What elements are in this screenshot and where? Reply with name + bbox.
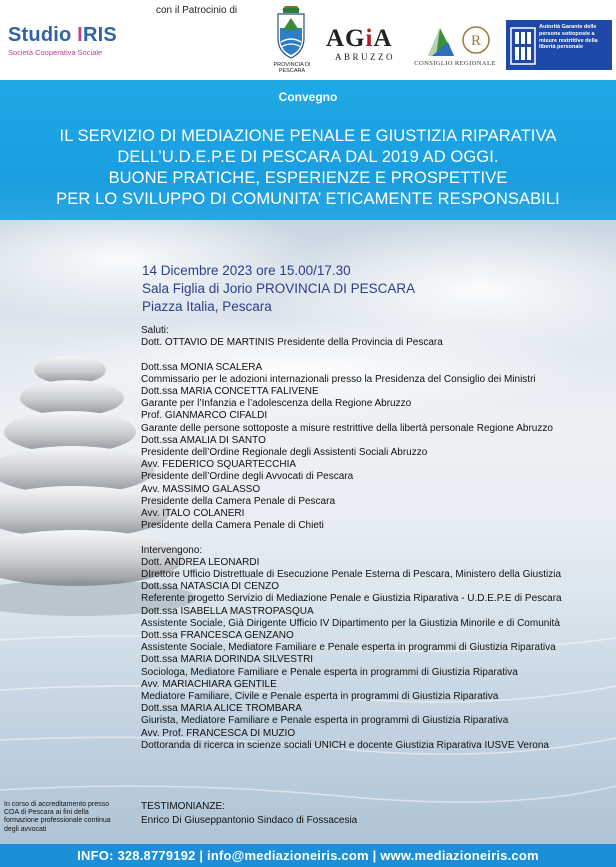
program: [141, 325, 611, 752]
program-line: Presidente dell’Ordine degli Avvocati di Pescara: [141, 471, 354, 483]
title-line: BUONE PRATICHE, ESPERIENZE E PROSPETTIVE: [108, 169, 508, 187]
program-line: Dott.ssa FRANCESCA GENZANO: [141, 630, 294, 642]
testimonianze-label: TESTIMONIANZE:: [141, 801, 225, 812]
consiglio-regionale-logo: [410, 20, 500, 70]
province-crest-icon: [273, 6, 309, 62]
garante-emblem-icon: [510, 27, 536, 65]
patronage-label: con il Patrocinio di: [156, 5, 238, 16]
province-logo: [273, 6, 309, 72]
regione-abruzzo-emblem-icon: [410, 20, 500, 60]
saluti-label: Saluti:: [141, 325, 169, 336]
event-date-time: 14 Dicembre 2023 ore 15.00/17.30: [142, 263, 351, 278]
event-type-label: Convegno: [278, 90, 338, 104]
interventi-label: Intervengono:: [141, 544, 203, 556]
accreditation-line: COA di Pescara ai fini della: [4, 809, 89, 817]
org-name-i: I: [77, 24, 83, 46]
program-line: Prof. GIANMARCO CIFALDI: [141, 410, 268, 422]
agia-abruzzo-logo: [326, 26, 404, 70]
accreditation-line: degli avvocati: [4, 825, 47, 833]
program-line: Presidente della Camera Penale di Chieti: [141, 520, 324, 532]
event-venue: Sala Figlia di Jorio PROVINCIA DI PESCARA: [142, 281, 416, 296]
program-line: Assistente Sociale, Già Dirigente Ufficio IV Dipartimento per la Giustizia Minorile e di Comunità: [141, 617, 560, 629]
program-line: Dottoranda di ricerca in scienze sociali UNICH e docente Giustizia Riparativa IUSVE Verona: [141, 739, 549, 751]
contact-footer: INFO: 328.8779192 | info@mediazioneiris.com | www.mediazioneiris.com: [0, 844, 616, 867]
header: [0, 0, 616, 80]
program-line: Dott.ssa MARIA CONCETTA FALIVENE: [141, 386, 319, 397]
program-line: Presidente dell’Ordine Regionale degli Assistenti Sociali Abruzzo: [141, 447, 428, 459]
accreditation-line: formazione professionale continua: [4, 817, 111, 825]
testimonianze: [141, 800, 357, 828]
org-name: Studio IRIS: [8, 24, 117, 46]
program-line: Avv. Prof. FRANCESCA DI MUZIO: [141, 727, 296, 739]
title-line: DELL’U.D.E.P.E DI PESCARA DAL 2019 AD OGGI.: [117, 148, 499, 166]
program-line: Referente progetto Servizio di Mediazione Penale e Giustizia Riparativa - U.D.E.P.E di Pescara: [141, 593, 562, 605]
conference-title: [0, 126, 616, 210]
program-line: Giurista, Mediatore Familiare e Penale esperta in programmi di Giustizia Riparativa: [141, 715, 509, 727]
org-subtitle: Società Cooperativa Sociale: [8, 48, 103, 57]
garante-text: Autorità Garante delle persone sottoposte a misure restrittive della libertà personale: [539, 24, 598, 51]
testimonianze-line: Enrico Di Giuseppantonio Sindaco di Fossacesia: [141, 815, 358, 826]
program-line: Mediatore Familiare, Civile e Penale esperta in programmi di Giustizia Riparativa: [141, 691, 499, 703]
province-caption: PROVINCIA DI PESCARA: [273, 62, 311, 74]
program-line: Avv. MARIACHIARA GENTILE: [141, 678, 277, 690]
svg-text:R: R: [470, 33, 482, 49]
program-line: Dott. OTTAVIO DE MARTINIS Presidente della Provincia di Pescara: [141, 337, 443, 349]
program-line: Dott. ANDREA LEONARDI: [141, 556, 260, 568]
program-line: Commissario per le adozioni internazionali presso la Presidenza del Consiglio dei Ministri: [141, 373, 536, 385]
studio-iris-logo: [8, 24, 148, 57]
program-line: Presidente della Camera Penale di Pescara: [141, 495, 335, 507]
agia-wordmark: AGiA: [326, 25, 393, 52]
garante-logo: [506, 20, 612, 70]
program-line: Dott.ssa AMALIA DI SANTO: [141, 434, 266, 446]
title-line: PER LO SVILUPPO DI COMUNITA’ ETICAMENTE RESPONSABILI: [56, 190, 560, 208]
program-line: Garante delle persone sottoposte a misure restrittive della libertà personale Regione Abruzzo: [141, 422, 553, 434]
agia-region: ABRUZZO: [335, 52, 395, 62]
accreditation-line: In corso di accreditamento presso: [4, 801, 110, 808]
program-line: Sociologa, Mediatore Familiare e Penale esperta in programmi di Giustizia Riparativa: [141, 666, 518, 678]
program-line: Dott.ssa NATASCIA DI CENZO: [141, 581, 279, 593]
title-line: IL SERVIZIO DI MEDIAZIONE PENALE E GIUSTIZIA RIPARATIVA: [59, 127, 557, 145]
event-address: Piazza Italia, Pescara: [142, 299, 272, 314]
program-line: Avv. ITALO COLANERI: [141, 508, 245, 520]
program-line: Assistente Sociale, Mediatore Familiare e Penale esperta in programmi di Giustizia Riparativa: [141, 642, 556, 654]
consiglio-caption: CONSIGLIO REGIONALE: [414, 60, 496, 67]
program-line: Garante per l’Infanzia e l’adolescenza della Regione Abruzzo: [141, 398, 412, 410]
program-line: DIrettore Ufficio Distrettuale di Esecuzione Penale Esterna di Pescara, Ministero della Giustizia: [141, 569, 562, 581]
program-line: Dott.ssa MONIA SCALERA: [141, 361, 263, 373]
accreditation-note: [4, 801, 136, 834]
event-details: [142, 262, 415, 316]
program-line: Avv. FEDERICO SQUARTECCHIA: [141, 459, 297, 471]
program-line: Dott.ssa MARIA DORINDA SILVESTRI: [141, 654, 314, 666]
program-line: Avv. MASSIMO GALASSO: [141, 483, 261, 495]
program-line: Dott.ssa ISABELLA MASTROPASQUA: [141, 605, 314, 617]
program-line: Dott.ssa MARIA ALICE TROMBARA: [141, 703, 302, 715]
